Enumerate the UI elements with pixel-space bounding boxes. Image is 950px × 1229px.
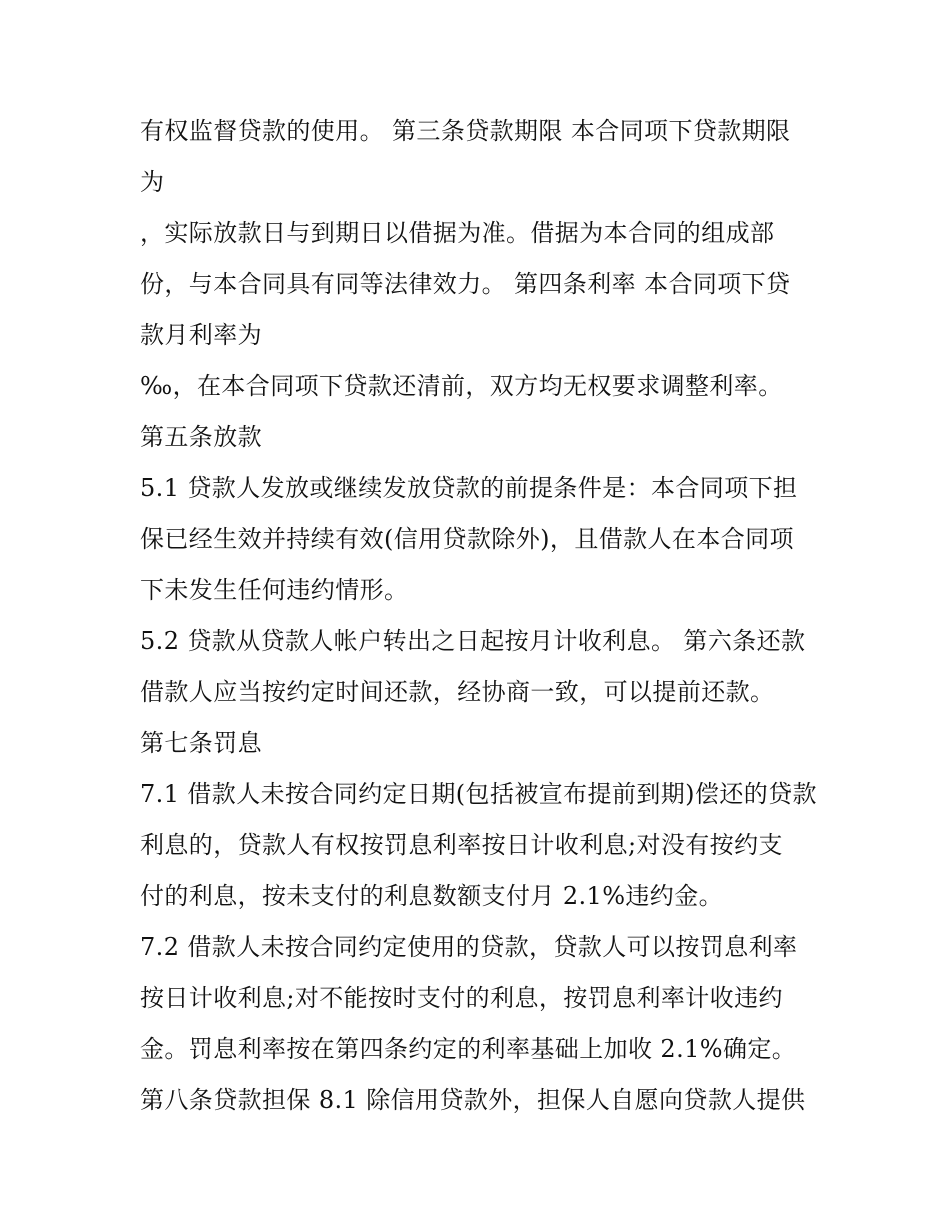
text-line: 7.1 借款人未按合同约定日期(包括被宣布提前到期)偿还的贷款 bbox=[140, 780, 817, 808]
text-line: 为 bbox=[140, 168, 165, 196]
text-line: 借款人应当按约定时间还款，经协商一致，可以提前还款。 bbox=[140, 678, 775, 706]
text-line: 利息的，贷款人有权按罚息利率按日计收利息;对没有按约支 bbox=[140, 831, 783, 859]
text-line: 保已经生效并持续有效(信用贷款除外)，且借款人在本合同项 bbox=[140, 525, 794, 553]
text-line: 5.1 贷款人发放或继续发放贷款的前提条件是：本合同项下担 bbox=[140, 474, 798, 502]
text-line: 款月利率为 bbox=[140, 321, 262, 349]
section-heading: 第五条放款 bbox=[140, 423, 262, 451]
text-line: 5.2 贷款从贷款人帐户转出之日起按月计收利息。 第六条还款 bbox=[140, 627, 806, 655]
text-line: 第八条贷款担保 8.1 除信用贷款外，担保人自愿向贷款人提供 bbox=[140, 1086, 806, 1114]
text-line: ，实际放款日与到期日以借据为准。借据为本合同的组成部 bbox=[140, 219, 775, 247]
text-line: 金。罚息利率按在第四条约定的利率基础上加收 2.1%确定。 bbox=[140, 1035, 797, 1063]
contract-text bbox=[140, 106, 830, 1126]
text-line: 按日计收利息;对不能按时支付的利息，按罚息利率计收违约 bbox=[140, 984, 783, 1012]
section-heading: 第七条罚息 bbox=[140, 729, 262, 757]
text-line: 7.2 借款人未按合同约定使用的贷款，贷款人可以按罚息利率 bbox=[140, 933, 798, 961]
text-line: ‰，在本合同项下贷款还清前，双方均无权要求调整利率。 bbox=[140, 372, 783, 400]
text-line: 下未发生任何违约情形。 bbox=[140, 576, 409, 604]
text-line: 付的利息，按未支付的利息数额支付月 2.1%违约金。 bbox=[140, 882, 723, 910]
text-line: 有权监督贷款的使用。 第三条贷款期限 本合同项下贷款期限 bbox=[140, 117, 791, 145]
text-line: 份，与本合同具有同等法律效力。 第四条利率 本合同项下贷 bbox=[140, 270, 791, 298]
